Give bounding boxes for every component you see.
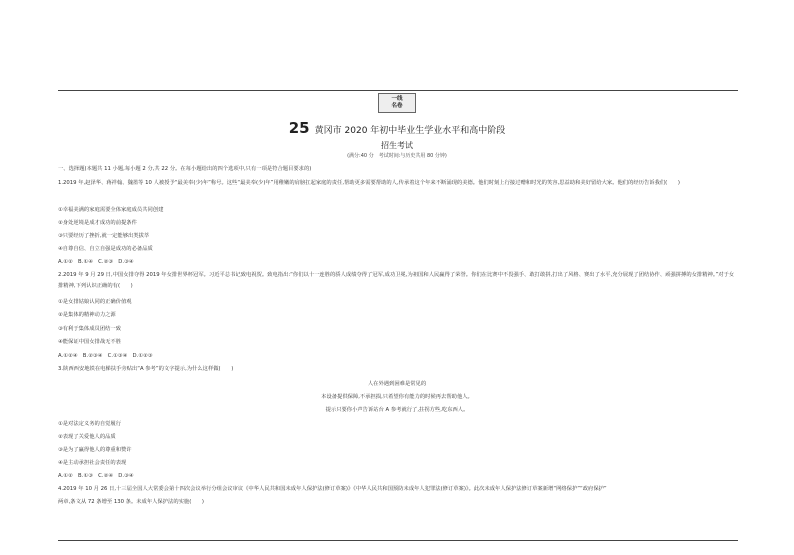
option-line: ④能保证中国女排战无不胜 bbox=[58, 339, 122, 345]
question-text: 2.2019 年 9 月 29 日,中国女排夺得 2019 年女排世界杯冠军。习近平总书记致电祝贺。致电指出:“你们以十一连胜的骄人成绩夺得了冠军,成功卫冕,为祖国和人民赢得了荣誉。你们在比赛中不畏强手、敢打敢拼,打出了风格、赛出了水平,充分展现了团结协作、顽强拼搏的女排精神。”对于女排精神,下列认识正确的有( ) bbox=[58, 272, 735, 289]
option-line: ①是对法定义务的自觉履行 bbox=[58, 421, 122, 427]
answer-choices: A.①②④ B.②③④ C.①③④ D.①②③ bbox=[58, 353, 153, 359]
title-text: 黄冈市 2020 年初中毕业生学业水平和高中阶段 bbox=[314, 126, 506, 136]
option-line: ④是主动承担社会责任的表现 bbox=[58, 460, 127, 466]
bottom-rule bbox=[58, 540, 738, 541]
option-line: ②表现了关爱他人的品质 bbox=[58, 434, 116, 440]
option-line: ③有利于集体成员团结一致 bbox=[58, 326, 122, 332]
question-text: 3.陕西西安地铁在电梯扶手旁贴出“A 参考”的文字提示,为什么这样做( ) bbox=[58, 366, 234, 372]
top-rule bbox=[58, 90, 738, 91]
question-text: 两章,条文从 72 条增至 130 条。未成年人保护法的实施( ) bbox=[58, 499, 204, 505]
question-text: 4.2019 年 10 月 26 日,十三届全国人大常委会第十四次会议举行分组会议审议《中华人民共和国未成年人保护法(修订草案)》《中华人民共和国预防未成年人犯罪法(修订草案)》。此次未成年人保护法修订草案新增“网络保护”“政府保护” bbox=[58, 486, 607, 492]
badge-line-1: 一线 bbox=[391, 96, 403, 102]
section-heading: 一、选择题(本题共 11 小题,每小题 2 分,共 22 分。在每小题给出的四个选项中,只有一项是符合题目要求的) bbox=[58, 166, 312, 172]
question-text: 1.2019 年,赵泽华、蒋祥翰、魏墨等 10 人被授予“最美奉(少)年”称号。这些“最美奉(少)年”用稚嫩的肩膀扛起家庭的责任,帮助更多需要帮助的人,传承着这个年来不断涌现的美德。他们时刻上行接过赠和时光的笑容,思益助和美好留给大家。他们的经历告诉我们( ) bbox=[58, 180, 680, 186]
page-subtitle: 招生考试 bbox=[381, 141, 413, 150]
badge-line-2: 名卷 bbox=[391, 103, 403, 109]
title-number: 25 bbox=[288, 119, 310, 137]
answer-choices: A.①② B.①③ C.②④ D.③④ bbox=[58, 473, 134, 479]
option-line: ①幸福美满的家庭需要全体家庭成员共同创建 bbox=[58, 207, 164, 213]
option-line: ①是女排姑娘认同的正确价值观 bbox=[58, 299, 132, 305]
answer-choices: A.①② B.①④ C.②③ D.③④ bbox=[58, 259, 134, 265]
notice-line: 本设备提供保障,不承担损,只希望你有能力的时候再去帮助他人。 bbox=[321, 394, 473, 400]
brand-badge bbox=[378, 93, 416, 113]
exam-meta: (满分:40 分 考试时间:与历史共用 80 分钟) bbox=[347, 153, 447, 159]
notice-line: 人在外遇到困难是常见的 bbox=[367, 381, 427, 387]
option-line: ③只要经历了挫折,就一定能够出类拔萃 bbox=[58, 233, 150, 239]
option-line: ④自尊自信、自立自强是成功的必备品质 bbox=[58, 246, 153, 252]
notice-line: 提示只要你小声告诉站台 A 参考就行了,拄拐方些,吃东西人。 bbox=[325, 407, 469, 413]
option-line: ②身处逆境是成才成功的前提条件 bbox=[58, 220, 137, 226]
option-line: ③是为了赢得他人的尊重和赞许 bbox=[58, 447, 132, 453]
option-line: ②是集体的精神动力之源 bbox=[58, 312, 116, 318]
page-title bbox=[0, 118, 794, 137]
